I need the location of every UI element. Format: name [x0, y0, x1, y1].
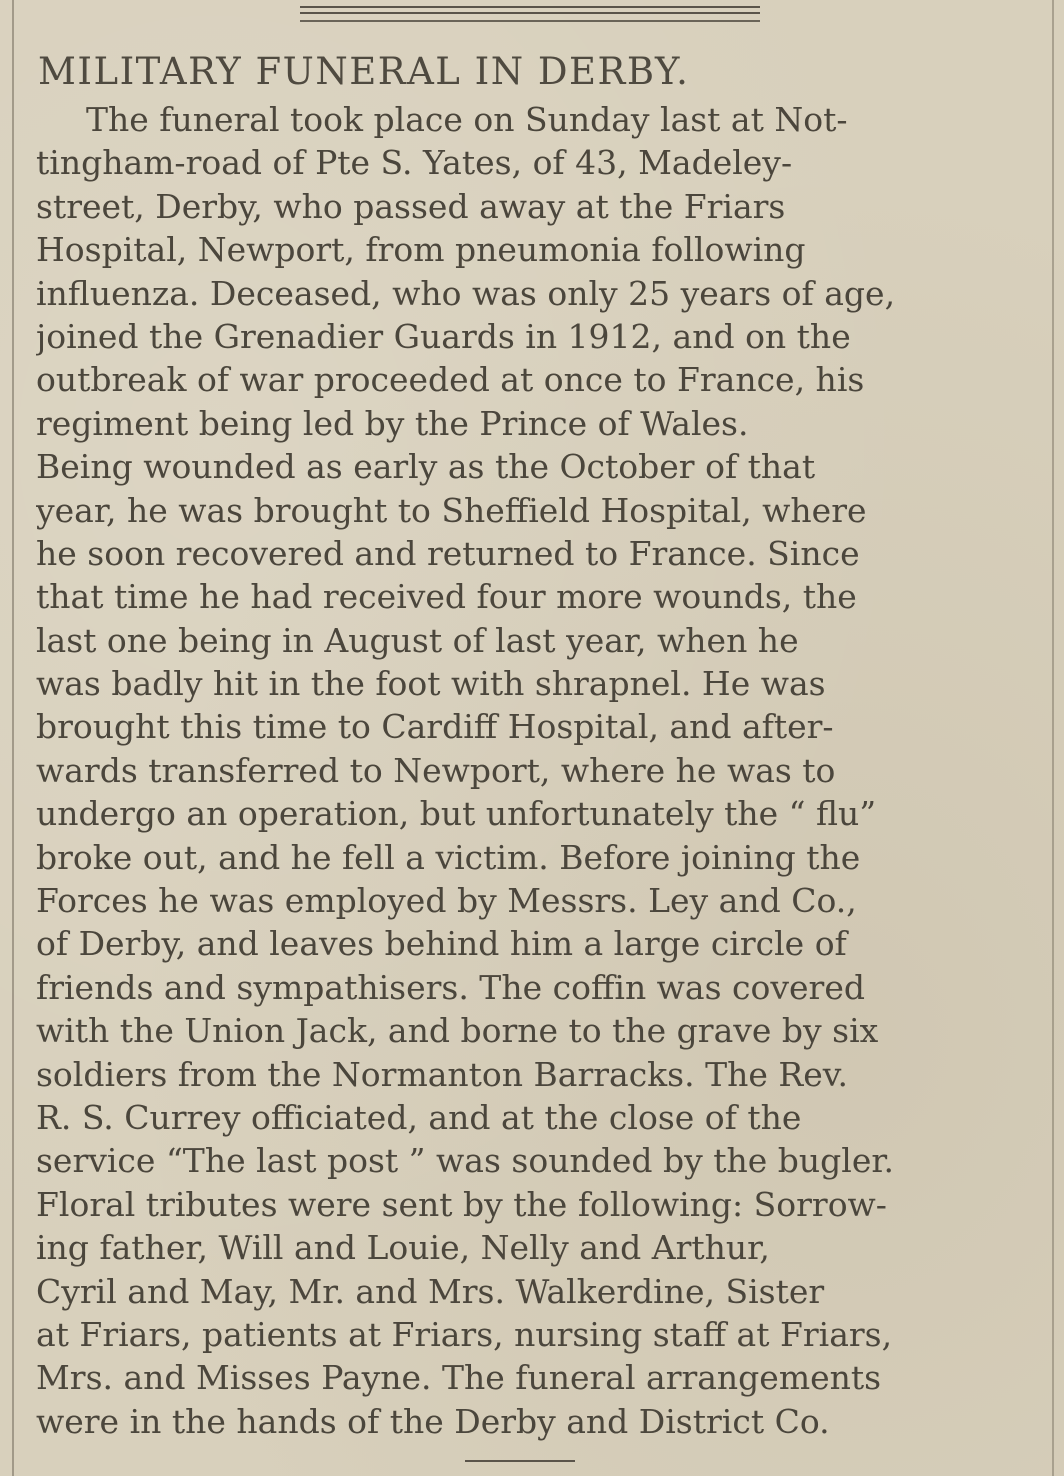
article-line: Being wounded as early as the October of that	[36, 447, 816, 487]
article-line: R. S. Currey officiated, and at the close of the	[36, 1097, 802, 1137]
article-line: ing father, Will and Louie, Nelly and Arthur,	[36, 1228, 770, 1268]
article-line: last one being in August of last year, when he	[36, 620, 799, 660]
article-line: with the Union Jack, and borne to the grave by six	[36, 1011, 879, 1051]
article-line: soldiers from the Normanton Barracks. The Rev.	[36, 1054, 848, 1094]
article-body	[36, 98, 1034, 1443]
article-line: broke out, and he fell a victim. Before joining the	[36, 837, 861, 877]
article-line: were in the hands of the Derby and District Co.	[36, 1401, 830, 1441]
article-line: of Derby, and leaves behind him a large circle of	[36, 924, 847, 964]
article-line: undergo an operation, but unfortunately the “ flu”	[36, 794, 877, 834]
article-line: outbreak of war proceeded at once to France, his	[36, 360, 865, 400]
article-line: Floral tributes were sent by the following: Sorrow-	[36, 1184, 887, 1224]
article-line: influenza. Deceased, who was only 25 years of age,	[36, 273, 896, 313]
article-line: was badly hit in the foot with shrapnel. He was	[36, 664, 826, 704]
article-line: street, Derby, who passed away at the Friars	[36, 186, 786, 226]
article-line: service “The last post ” was sounded by the bugler.	[36, 1141, 894, 1181]
article-line: The funeral took place on Sunday last at Not-	[86, 100, 848, 139]
article-line: Forces he was employed by Messrs. Ley and Co.,	[36, 881, 857, 921]
article-line: brought this time to Cardiff Hospital, and after-	[36, 707, 834, 747]
article-line: that time he had received four more wounds, the	[36, 577, 857, 617]
article-line: at Friars, patients at Friars, nursing staff at Friars,	[36, 1314, 893, 1354]
article-line: tingham-road of Pte S. Yates, of 43, Madeley-	[36, 143, 793, 183]
column-rule-right	[1052, 0, 1054, 1476]
top-double-rule	[300, 6, 760, 14]
article-line: wards transferred to Newport, where he was to	[36, 750, 836, 790]
top-rule-secondary	[300, 20, 760, 22]
article-line: Cyril and May, Mr. and Mrs. Walkerdine, Sister	[36, 1271, 825, 1311]
article-line: year, he was brought to Sheffield Hospital, where	[36, 490, 867, 530]
article-line: regiment being led by the Prince of Wales.	[36, 403, 749, 443]
column-rule-left	[12, 0, 14, 1476]
article-line: Mrs. and Misses Payne. The funeral arrangements	[36, 1358, 882, 1398]
article-line: joined the Grenadier Guards in 1912, and on the	[36, 316, 851, 356]
article-line: friends and sympathisers. The coffin was covered	[36, 967, 865, 1007]
article-line: he soon recovered and returned to France. Since	[36, 533, 860, 573]
bottom-rule	[465, 1460, 575, 1462]
headline: MILITARY FUNERAL IN DERBY.	[38, 50, 690, 93]
article-line: Hospital, Newport, from pneumonia following	[36, 230, 806, 270]
